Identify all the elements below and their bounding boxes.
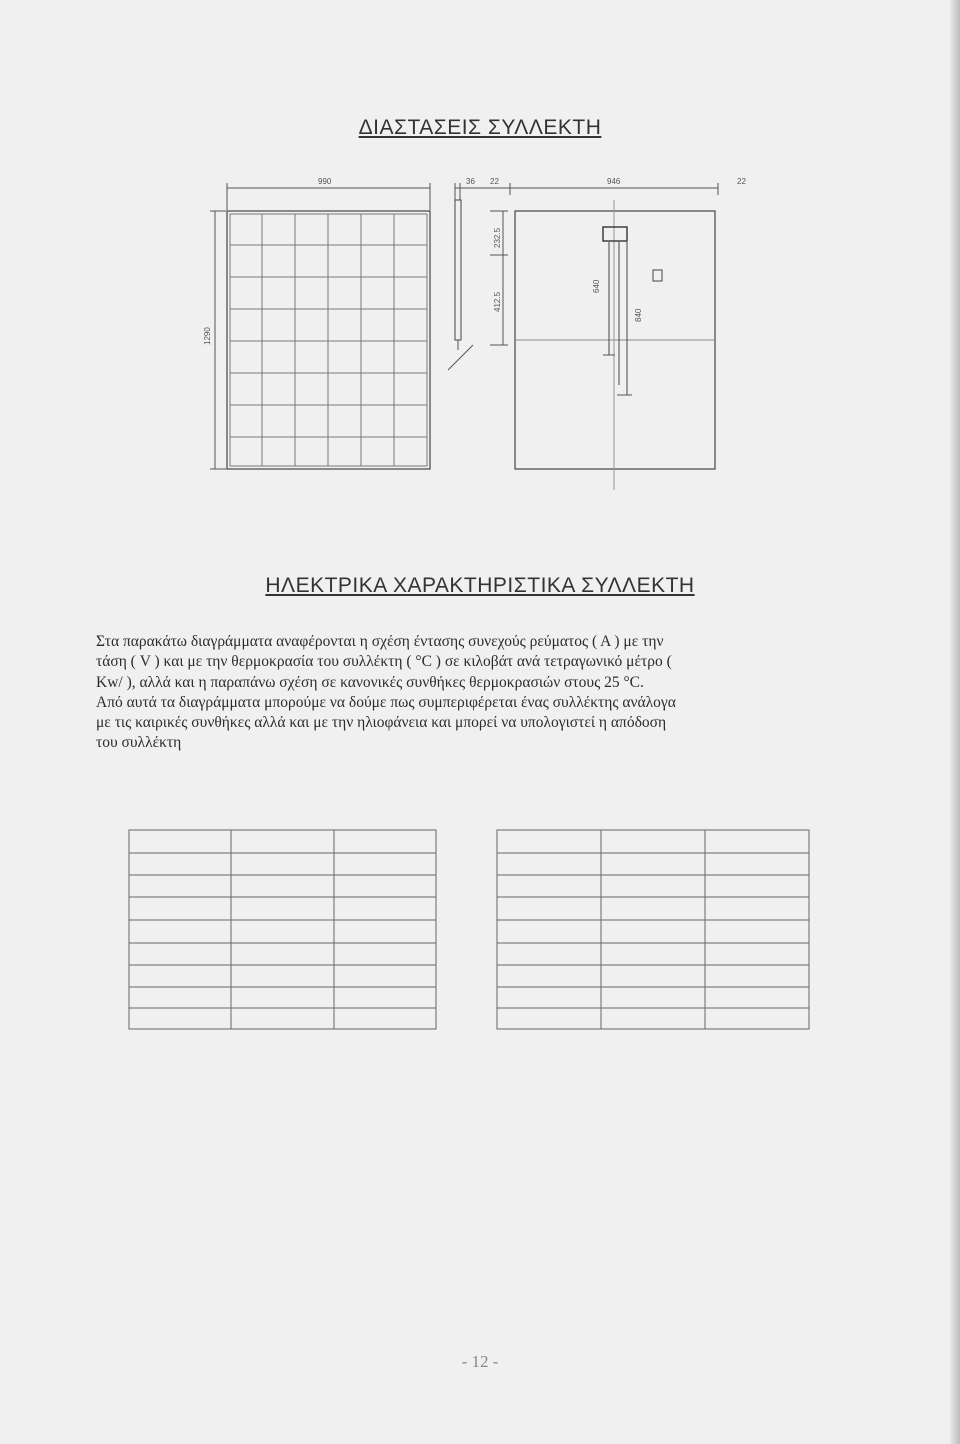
dim-side-thickness: 36 <box>466 177 475 186</box>
dim-side-gap: 22 <box>490 177 499 186</box>
dimensions-heading: ΔΙΑΣΤΑΣΕΙΣ ΣΥΛΛΕΚΤΗ <box>358 116 602 139</box>
dim-rear-margin: 22 <box>737 177 746 186</box>
paragraph-line: του συλλέκτη <box>96 734 182 752</box>
chart-right <box>497 830 809 1029</box>
dim-rail-right: 840 <box>634 308 643 322</box>
paragraph-line: Στα παρακάτω διαγράμματα αναφέρονται η σχέση έντασης συνεχούς ρεύματος ( Α ) με την <box>96 633 664 650</box>
cell-grid <box>230 214 427 466</box>
paragraph-line: Kw/ ), αλλά και η παραπάνω σχέση σε κανονικές συνθήκες θερμοκρασιών στους 25 °C. <box>96 673 644 691</box>
electrical-paragraph <box>96 632 826 754</box>
dim-rail-left: 640 <box>592 279 601 293</box>
dim-front-height: 1290 <box>203 327 212 345</box>
chart-left <box>129 830 436 1029</box>
electrical-heading: ΗΛΕΚΤΡΙΚΑ ΧΑΡΑΚΤΗΡΙΣΤΙΚΑ ΣΥΛΛΕΚΤΗ <box>265 574 695 597</box>
dim-rear-upper: 232.5 <box>493 227 502 248</box>
paragraph-line: τάση ( V ) και με την θερμοκρασία του συλλέκτη ( °C ) σε κιλοβάτ ανά τετραγωνικό μέτρο ( <box>96 653 672 671</box>
paragraph-line: με τις καιρικές συνθήκες αλλά και με την ηλιοφάνεια και μπορεί να υπολογιστεί η απόδοση <box>96 714 667 732</box>
page-number: - 12 - <box>461 1352 499 1371</box>
dim-front-width: 990 <box>318 177 332 186</box>
dim-rear-lower: 412.5 <box>493 291 502 312</box>
paragraph-line: Από αυτά τα διαγράμματα μπορούμε να δούμε πως συμπεριφέρεται ένας συλλέκτης ανάλογα <box>96 693 676 711</box>
dim-rear-width: 946 <box>607 177 621 186</box>
